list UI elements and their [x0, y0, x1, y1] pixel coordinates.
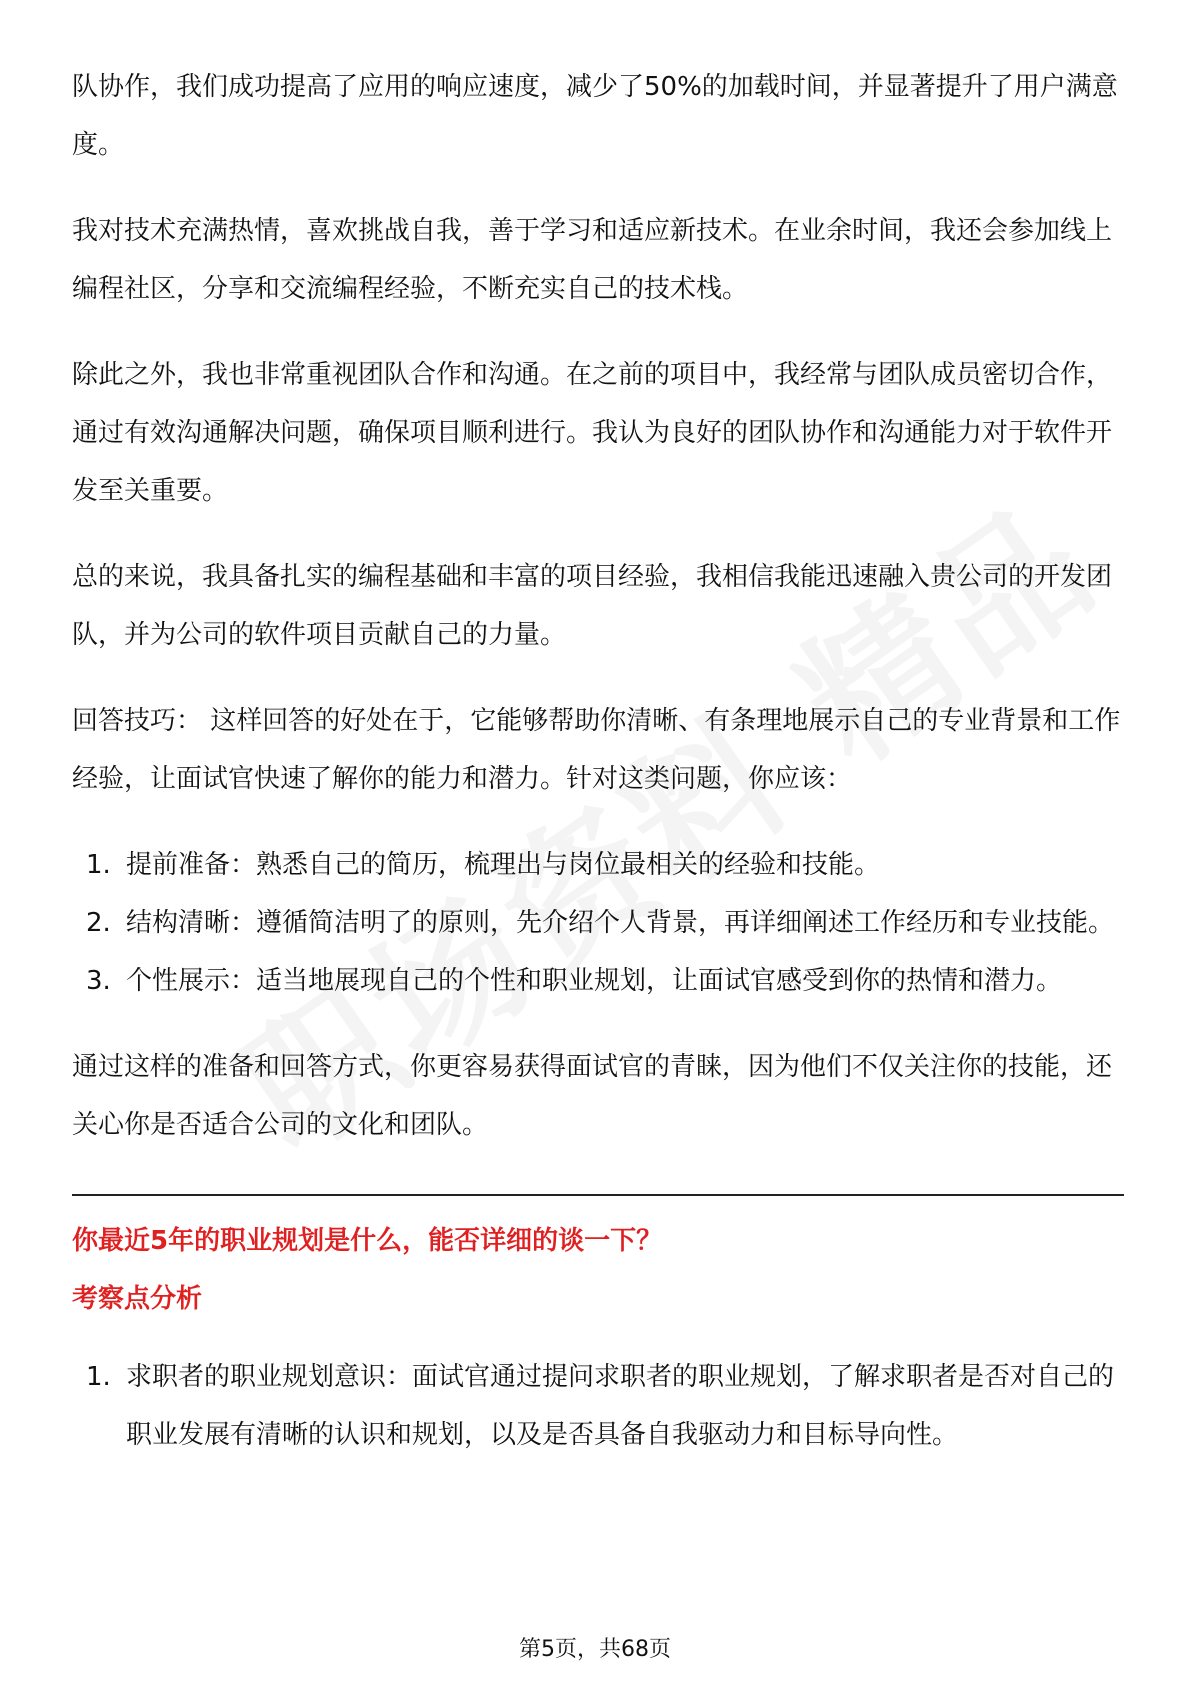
question-heading: 你最近5年的职业规划是什么，能否详细的谈一下？ [72, 1226, 663, 1256]
list-item-text: 个性展示：适当地展现自己的个性和职业规划，让面试官感受到你的热情和潜力。 [126, 966, 1063, 996]
list-item [72, 894, 1124, 952]
analysis-heading: 考察点分析 [72, 1284, 203, 1314]
paragraph: 除此之外，我也非常重视团队合作和沟通。在之前的项目中，我经常与团队成员密切合作，通过有效沟通解决问题，确保项目顺利进行。我认为良好的团队协作和沟通能力对于软件开发至关重要。 [72, 360, 1113, 506]
list-number: 1. [86, 1362, 111, 1392]
list-item [72, 1348, 1124, 1464]
list-item-text: 求职者的职业规划意识：面试官通过提问求职者的职业规划，了解求职者是否对自己的职业发展有清晰的认识和规划，以及是否具备自我驱动力和目标导向性。 [126, 1362, 1115, 1450]
page-footer: 第5页，共68页 [519, 1637, 671, 1662]
paragraph: 我对技术充满热情，喜欢挑战自我，善于学习和适应新技术。在业余时间，我还会参加线上编程社区，分享和交流编程经验，不断充实自己的技术栈。 [72, 216, 1113, 304]
answer-tips-intro: 回答技巧： 这样回答的好处在于，它能够帮助你清晰、有条理地展示自己的专业背景和工作经验，让面试官快速了解你的能力和潜力。针对这类问题，你应该： [72, 706, 1121, 794]
list-item [72, 952, 1124, 1010]
analysis-list [72, 1348, 1124, 1464]
list-number: 1. [86, 850, 111, 880]
document-body [72, 58, 1124, 1492]
tips-list [72, 836, 1124, 1010]
list-number: 3. [86, 966, 111, 996]
list-item-text: 提前准备：熟悉自己的简历，梳理出与岗位最相关的经验和技能。 [126, 850, 881, 880]
closing-paragraph: 通过这样的准备和回答方式，你更容易获得面试官的青睐，因为他们不仅关注你的技能，还关心你是否适合公司的文化和团队。 [72, 1052, 1113, 1140]
list-number: 2. [86, 908, 111, 938]
paragraph: 总的来说，我具备扎实的编程基础和丰富的项目经验，我相信我能迅速融入贵公司的开发团队，并为公司的软件项目贡献自己的力量。 [72, 562, 1113, 650]
section-divider [72, 1194, 1124, 1196]
list-item [72, 836, 1124, 894]
paragraph: 队协作，我们成功提高了应用的响应速度，减少了50%的加载时间，并显著提升了用户满意度。 [72, 72, 1118, 160]
list-item-text: 结构清晰：遵循简洁明了的原则，先介绍个人背景，再详细阐述工作经历和专业技能。 [126, 908, 1115, 938]
